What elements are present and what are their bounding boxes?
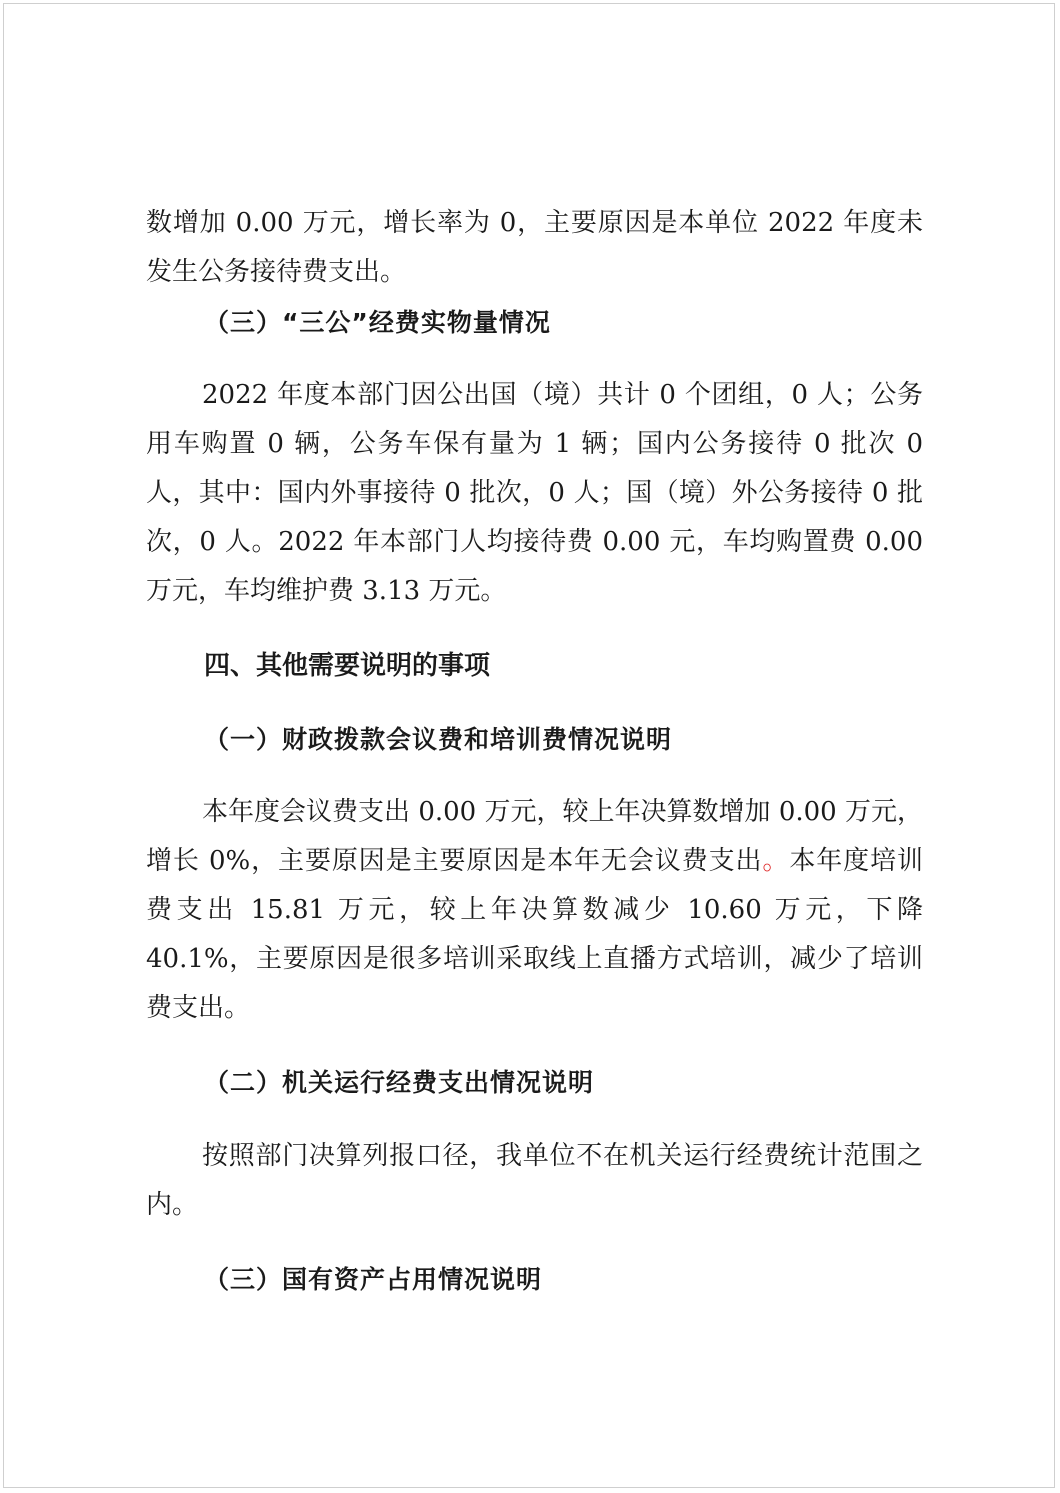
heading-sangong-physical: （三）“三公”经费实物量情况 <box>204 308 551 337</box>
paragraph-reception-cost: 数增加 0.00 万元，增长率为 0，主要原因是本单位 2022 年度未发生公务接待费支出。 <box>146 208 923 287</box>
training-fee-text: 本年度培训费支出 15.81 万元，较上年决算数减少 10.60 万元，下降 40.1%，主要原因是很多培训采取线上直播方式培训，减少了培训费支出。 <box>146 846 923 1023</box>
heading-meeting-training-fees: （一）财政拨款会议费和培训费情况说明 <box>204 725 673 754</box>
heading-operating-expenses: （二）机关运行经费支出情况说明 <box>204 1068 595 1097</box>
meeting-fee-text: 本年度会议费支出 0.00 万元，较上年决算数增加 0.00 万元，增长 0%，主要原因是主要原因是本年无会议费支出 <box>146 797 923 876</box>
paragraph-meeting-training-fees <box>146 788 923 1033</box>
heading-section-four: 四、其他需要说明的事项 <box>204 651 491 681</box>
heading-state-assets: （三）国有资产占用情况说明 <box>204 1265 543 1294</box>
document-page <box>3 3 1055 1488</box>
paragraph-operating-expenses: 按照部门决算列报口径，我单位不在机关运行经费统计范围之内。 <box>146 1141 923 1220</box>
document-body <box>146 199 923 1304</box>
red-period-mark: 。 <box>762 846 790 876</box>
paragraph-physical-quantities: 2022 年度本部门因公出国（境）共计 0 个团组，0 人；公务用车购置 0 辆，公务车保有量为 1 辆；国内公务接待 0 批次 0 人，其中：国内外事接待 0 批次，0 人；国（境）外公务接待 0 批次，0 人。2022 年本部门人均接待费 0.00 元，车均购置费 0.00 万元，车均维护费 3.13 万元。 <box>146 380 923 606</box>
